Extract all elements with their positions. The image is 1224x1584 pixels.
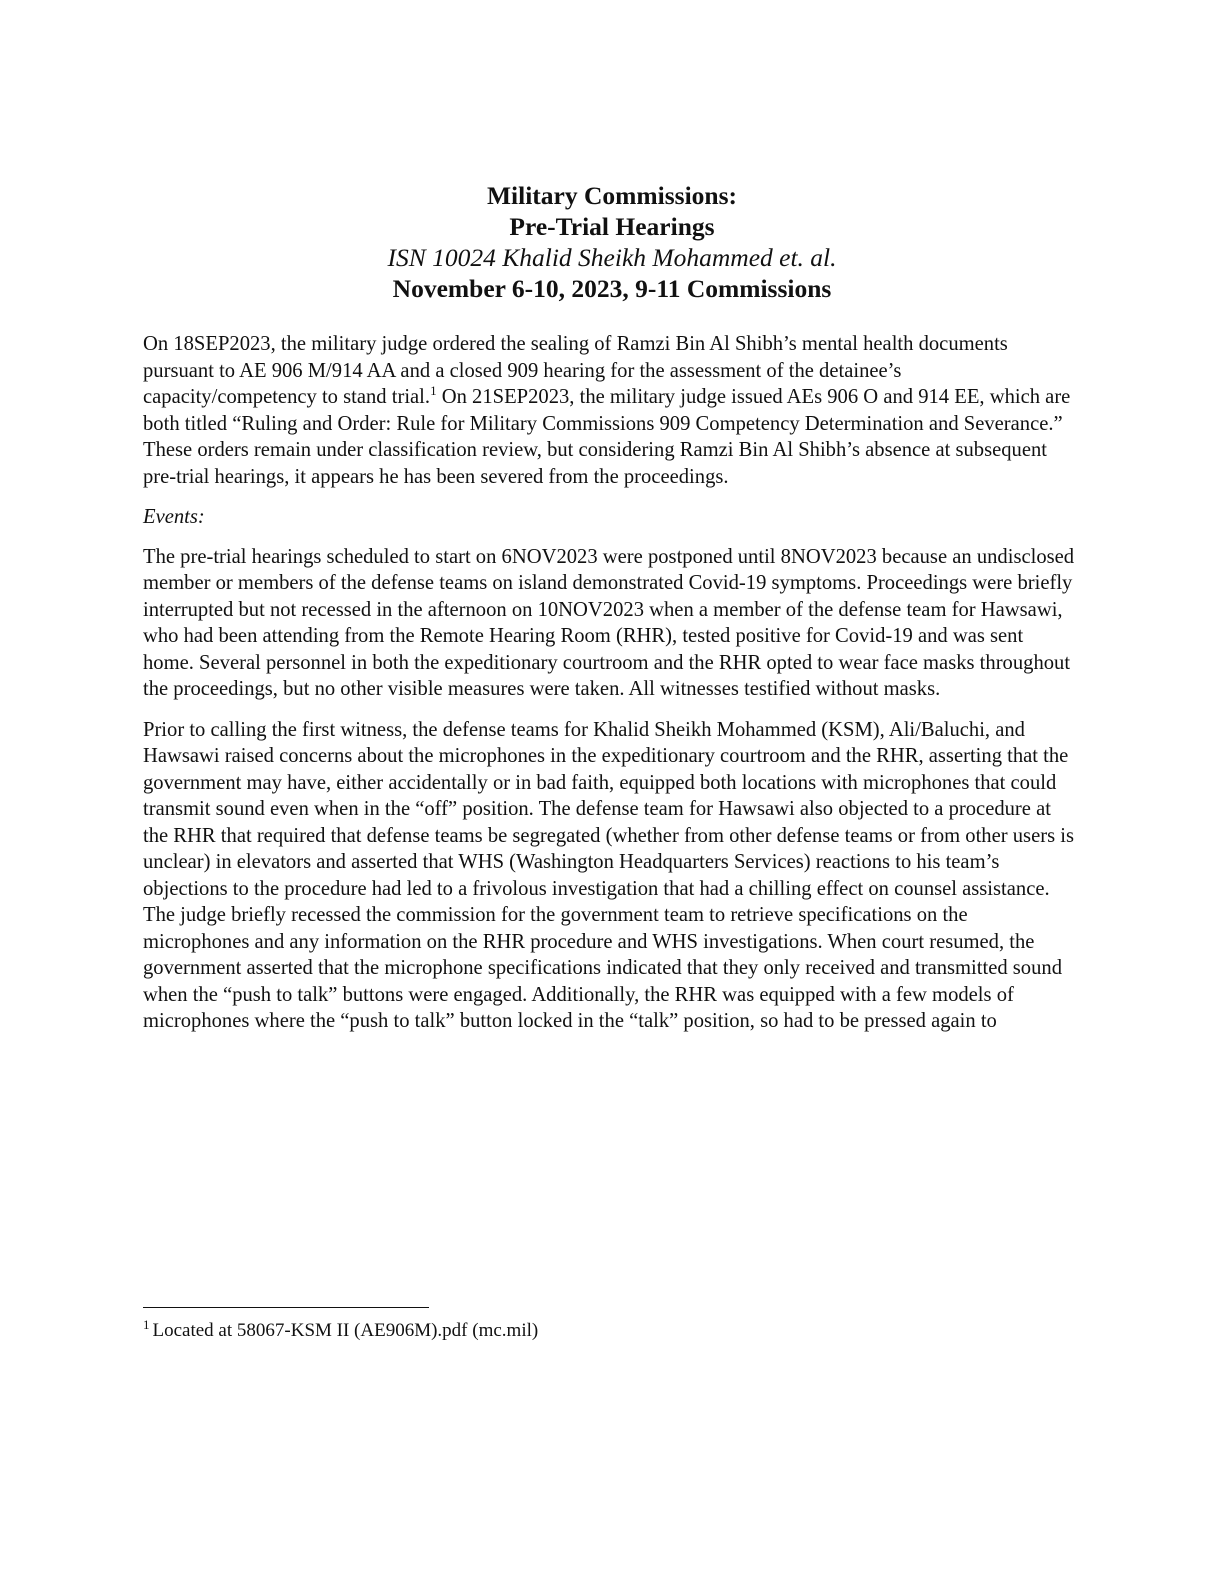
footnote-divider <box>143 1307 429 1308</box>
paragraph-intro-part1: On 18SEP2023, the military judge ordered the sealing of Ramzi Bin Al Shibh’s mental health documents pursuant to AE 906 M/914 AA and a closed 909 hearing for the assessment of the detainee’s capacity/competency to stand trial. <box>143 333 1008 408</box>
footnote-text: Located at 58067-KSM II (AE906M).pdf (mc.mil) <box>152 1320 539 1341</box>
footnote <box>143 1316 1075 1343</box>
header-title: Military Commissions: <box>486 181 738 210</box>
footnote-mark: 1 <box>143 1316 150 1332</box>
paragraph-microphones: Prior to calling the first witness, the defense teams for Khalid Sheikh Mohammed (KSM), Ali/Baluchi, and Hawsawi raised concerns about the microphones in the expeditionary courtroom and the RHR, asserting that the government may have, either accidentally or in bad faith, equipped both locations with microphones that could transmit sound even when in the “off” position. The defense team for Hawsawi also objected to a procedure at the RHR that required that defense teams be segregated (whether from other defense teams or from other users is unclear) in elevators and asserted that WHS (Washington Headquarters Services) reactions to his team’s objections to the procedure had led to a frivolous investigation that had a chilling effect on counsel assistance. The judge briefly recessed the commission for the government team to retrieve specifications on the microphones and any information on the RHR procedure and WHS investigations. When court resumed, the government asserted that the microphone specifications indicated that they only received and transmitted sound when the “push to talk” buttons were engaged. Additionally, the RHR was equipped with a few models of microphones where the “push to talk” button locked in the “talk” position, so had to be pressed again to <box>143 718 1074 1032</box>
header-case-name: ISN 10024 Khalid Sheikh Mohammed et. al. <box>387 243 837 272</box>
paragraph-covid: The pre-trial hearings scheduled to start on 6NOV2023 were postponed until 8NOV2023 because an undisclosed member or members of the defense teams on island demonstrated Covid-19 symptoms. Proceedings were briefly interrupted but not recessed in the afternoon on 10NOV2023 when a member of the defense team for Hawsawi, who had been attending from the Remote Hearing Room (RHR), tested positive for Covid-19 and was sent home. Several personnel in both the expeditionary courtroom and the RHR opted to wear face masks throughout the proceedings, but no other visible measures were taken. All witnesses testified without masks. <box>143 545 1075 700</box>
footnote-reference: 1 <box>430 383 437 399</box>
events-label: Events: <box>143 506 205 528</box>
header-dates: November 6-10, 2023, 9-11 Commissions <box>392 274 832 303</box>
document-body <box>143 331 1075 1049</box>
paragraph-intro <box>143 331 1075 490</box>
paragraph-intro-part2: On 21SEP2023, the military judge issued AEs 906 O and 914 EE, which are both titled “Ruling and Order: Rule for Military Commissions 909 Competency Determination and Severance.” These orders remain under classification review, but considering Ramzi Bin Al Shibh’s absence at subsequent pre-trial hearings, it appears he has been severed from the proceedings. <box>143 386 1071 488</box>
header-subtitle: Pre-Trial Hearings <box>509 212 715 241</box>
document-header <box>0 180 1224 304</box>
